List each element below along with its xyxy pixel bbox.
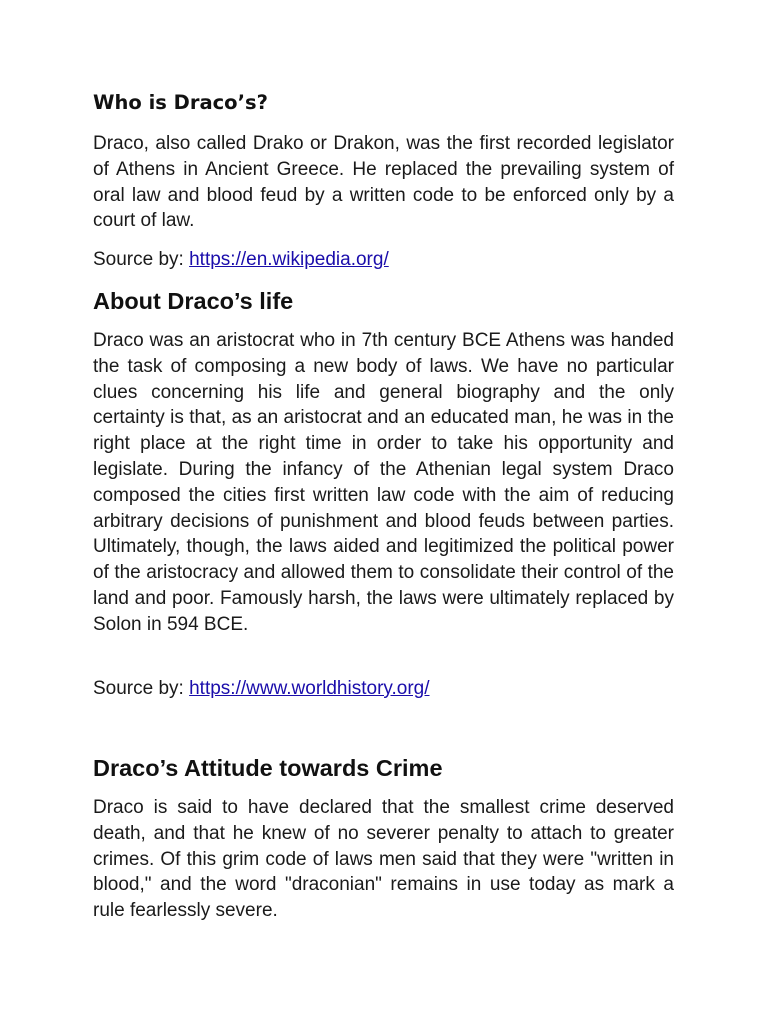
heading-about-life: About Draco’s life — [93, 288, 294, 314]
heading-who-is-draco: Who is Draco’s? — [93, 91, 268, 114]
source-link-worldhistory[interactable]: https://www.worldhistory.org/ — [189, 678, 430, 699]
paragraph-attitude-crime: Draco is said to have declared that the smallest crime deserved death, and that he knew of no severer penalty to attach to greater crimes. Of this grim code of laws men said that they were "written in blood," and the word "draconian" remains in use today as mark a rule fearlessly severe. — [93, 797, 674, 922]
source-label: Source by: — [93, 249, 190, 270]
source-link-wikipedia[interactable]: https://en.wikipedia.org/ — [189, 249, 389, 270]
paragraph-about-life: Draco was an aristocrat who in 7th century BCE Athens was handed the task of composing a new body of laws. We have no particular clues concerning his life and general biography and the only certainty is that, as an aristocrat and an educated man, he was in the right place at the right time in order to take his opportunity and legislate. During the infancy of the Athenian legal system Draco composed the cities first written law code with the aim of reducing arbitrary decisions of punishment and blood feuds between parties. Ultimately, though, the laws aided and legitimized the political power of the aristocracy and allowed them to consolidate their control of the land and poor. Famously harsh, the laws were ultimately replaced by Solon in 594 BCE. — [93, 330, 674, 635]
source-label: Source by: — [93, 678, 190, 699]
source-line-1 — [93, 248, 674, 272]
heading-attitude-crime: Draco’s Attitude towards Crime — [93, 755, 443, 781]
source-line-2 — [93, 677, 674, 701]
paragraph-who-is-draco: Draco, also called Drako or Drakon, was the first recorded legislator of Athens in Ancient Greece. He replaced the prevailing system of oral law and blood feud by a written code to be enforced only by a court of law. — [93, 133, 674, 232]
